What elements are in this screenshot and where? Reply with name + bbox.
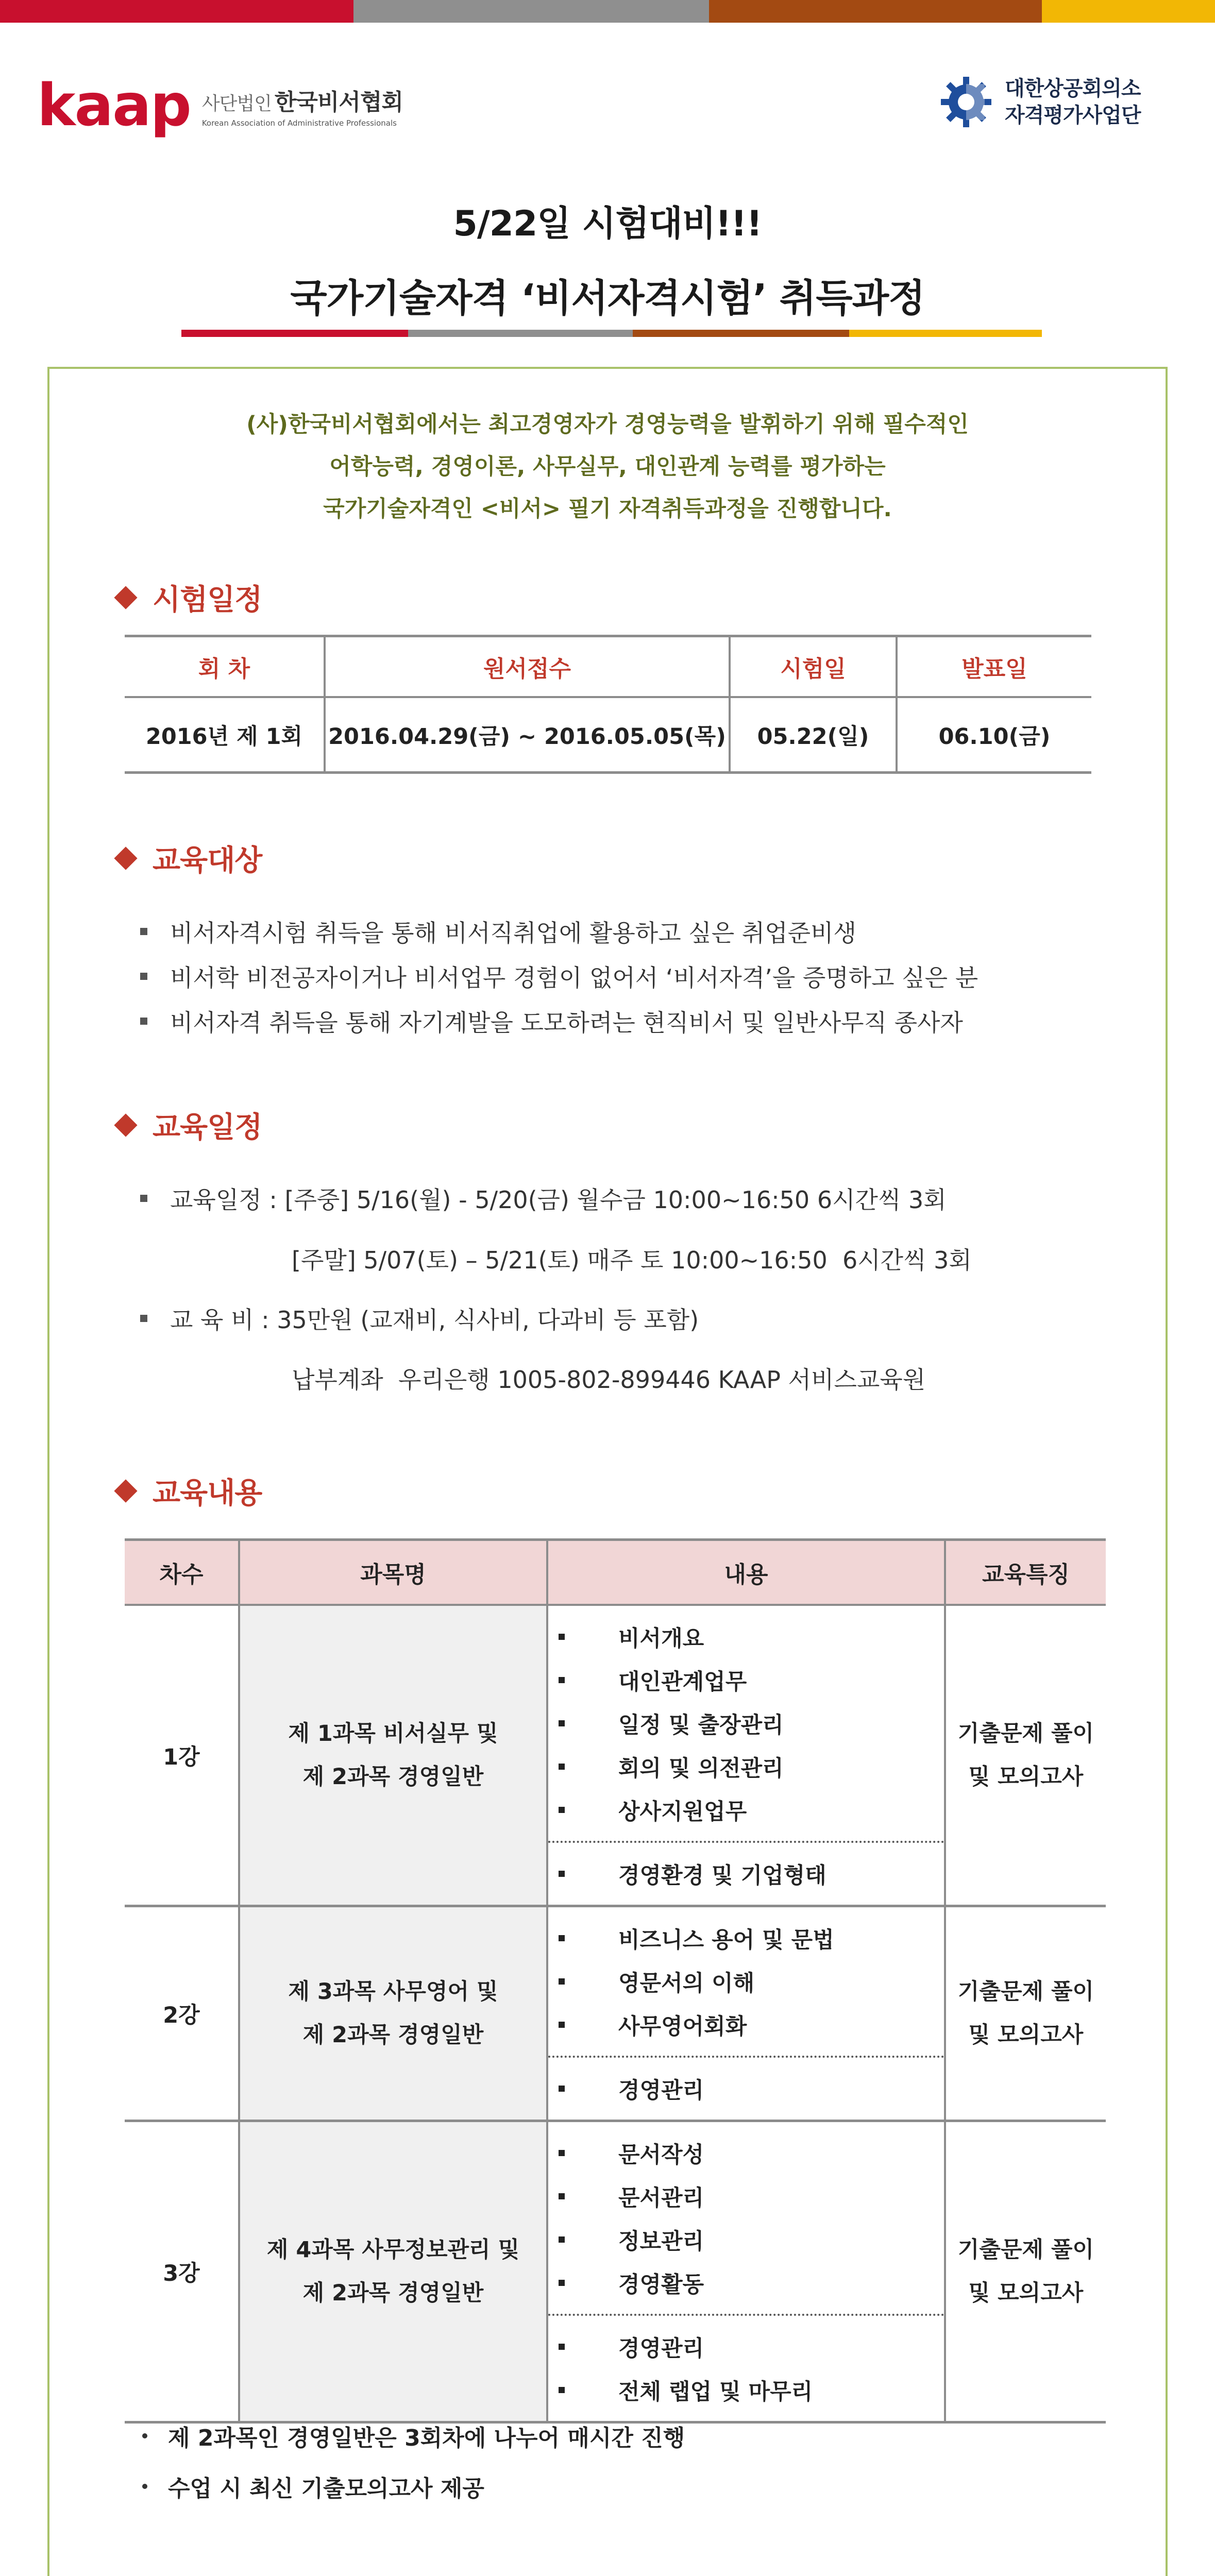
dot-bullet-icon — [142, 2433, 147, 2438]
edu-account-line: 납부계좌 우리은행 1005-802-899446 KAAP 서비스교육원 — [292, 1366, 926, 1394]
header-round: 회 차 — [125, 636, 325, 698]
top-bar-gray — [353, 0, 709, 23]
title-bar-gray — [408, 330, 633, 337]
feature-line: 기출문제 풀이 — [957, 1721, 1094, 1747]
kaap-org-english: Korean Association of Administrative Professionals — [201, 118, 397, 128]
list-item: 일정 및 출장관리 — [548, 1702, 944, 1745]
feature-cell — [945, 1605, 1106, 1906]
list-item: 전체 랩업 및 마무리 — [548, 2368, 944, 2412]
feature-line: 및 모의고사 — [968, 2280, 1084, 2306]
subject-line: 제 2과목 경영일반 — [302, 1764, 484, 1790]
list-item: 문서관리 — [548, 2175, 944, 2218]
content-cell — [547, 2121, 945, 2422]
kcci-org-line1: 대한상공회의소 — [1005, 77, 1141, 100]
title-exam-date: 5/22일 시험대비!!! — [453, 204, 762, 244]
square-bullet-icon — [559, 1871, 565, 1877]
square-bullet-icon — [559, 2086, 565, 2092]
feature-line: 및 모의고사 — [968, 1764, 1084, 1790]
subject-line: 제 1과목 비서실무 및 — [288, 1721, 498, 1747]
edu-fee-line: 교 육 비 : 35만원 (교재비, 식사비, 다과비 등 포함) — [140, 1301, 699, 1335]
title-underline-bar — [181, 330, 1042, 337]
subject-line: 제 4과목 사무정보관리 및 — [266, 2237, 520, 2263]
section-edu-schedule — [117, 1105, 262, 1146]
title-bar-red — [181, 330, 408, 337]
edu-content-table — [125, 1538, 1106, 2424]
square-bullet-icon — [559, 1720, 565, 1726]
header-exam-date: 시험일 — [730, 636, 897, 698]
list-item: 회의 및 의전관리 — [548, 1745, 944, 1788]
target-item: 비서학 비전공자이거나 비서업무 경험이 없어서 ‘비서자격’을 증명하고 싶은 분 — [140, 959, 978, 993]
cell-announcement: 06.10(금) — [897, 697, 1091, 773]
list-item: 정보관리 — [548, 2218, 944, 2261]
kcci-logo — [938, 71, 1140, 133]
note-item: 수업 시 최신 기출모의고사 제공 — [142, 2470, 484, 2503]
header-application: 원서접수 — [325, 636, 730, 698]
header-content: 내용 — [547, 1540, 945, 1605]
section-title: 교육일정 — [153, 1111, 262, 1144]
edu-schedule-line-2: [주말] 5/07(토) – 5/21(토) 매주 토 10:00~16:50 6시간씩 3회 — [292, 1246, 972, 1274]
diamond-icon — [114, 846, 137, 870]
cell-application: 2016.04.29(금) ~ 2016.05.05(목) — [325, 697, 730, 773]
session-no: 3강 — [125, 2121, 239, 2422]
section-edu-content — [117, 1470, 262, 1512]
list-item: 사무영어회화 — [548, 2003, 944, 2046]
top-color-bar — [0, 0, 1215, 23]
section-target — [117, 838, 262, 879]
list-item: 비서개요 — [548, 1615, 944, 1658]
title-course: 국가기술자격 ‘비서자격시험’ 취득과정 — [290, 276, 925, 320]
square-bullet-icon — [559, 2387, 565, 2393]
gear-icon — [938, 74, 994, 130]
content-cell — [547, 1906, 945, 2121]
cell-round: 2016년 제 1회 — [125, 697, 325, 773]
square-bullet-icon — [140, 973, 147, 980]
list-item: 비즈니스 용어 및 문법 — [548, 1917, 944, 1960]
table-row — [125, 1906, 1106, 2121]
square-bullet-icon — [559, 1807, 565, 1813]
square-bullet-icon — [559, 2280, 565, 2286]
list-item: 경영관리 — [548, 2067, 944, 2110]
list-item: 경영활동 — [548, 2261, 944, 2304]
cell-exam-date: 05.22(일) — [730, 697, 897, 773]
square-bullet-icon — [559, 1764, 565, 1770]
session-no: 1강 — [125, 1605, 239, 1906]
list-item: 문서작성 — [548, 2131, 944, 2175]
section-title: 교육대상 — [153, 844, 262, 877]
feature-line: 기출문제 풀이 — [957, 1979, 1094, 2005]
square-bullet-icon — [559, 2193, 565, 2199]
square-bullet-icon — [559, 1978, 565, 1985]
kcci-org-line2: 자격평가사업단 — [1005, 104, 1141, 127]
top-bar-red — [0, 0, 353, 23]
subject-line: 제 2과목 경영일반 — [302, 2022, 484, 2048]
section-title: 교육내용 — [153, 1477, 262, 1510]
square-bullet-icon — [140, 928, 147, 935]
top-bar-yellow — [1042, 0, 1215, 23]
feature-cell — [945, 2121, 1106, 2422]
title-bar-brown — [633, 330, 849, 337]
subject-cell — [239, 1906, 547, 2121]
square-bullet-icon — [559, 2022, 565, 2028]
section-exam-schedule — [117, 577, 262, 618]
subject-cell — [239, 1605, 547, 1906]
intro-line-1: (사)한국비서협회에서는 최고경영자가 경영능력을 발휘하기 위해 필수적인 — [246, 412, 969, 437]
square-bullet-icon — [559, 1677, 565, 1683]
header-feature: 교육특징 — [945, 1540, 1106, 1605]
subject-line: 제 3과목 사무영어 및 — [288, 1979, 498, 2005]
square-bullet-icon — [559, 2344, 565, 2350]
intro-line-3: 국가기술자격인 <비서> 필기 자격취득과정을 진행합니다. — [323, 496, 892, 522]
target-item: 비서자격 취득을 통해 자기계발을 도모하려는 현직비서 및 일반사무직 종사자 — [140, 1004, 963, 1038]
square-bullet-icon — [559, 2236, 565, 2243]
subject-cell — [239, 2121, 547, 2422]
diamond-icon — [114, 586, 137, 609]
top-bar-brown — [709, 0, 1042, 23]
square-bullet-icon — [140, 1195, 147, 1202]
diamond-icon — [114, 1113, 137, 1137]
square-bullet-icon — [559, 2150, 565, 2156]
edu-schedule-line-1: 교육일정 : [주중] 5/16(월) - 5/20(금) 월수금 10:00~16:50 6시간씩 3회 — [140, 1181, 947, 1215]
list-item: 상사지원업무 — [548, 1788, 944, 1832]
table-row — [125, 2121, 1106, 2422]
section-title: 시험일정 — [153, 583, 262, 617]
list-item: 영문서의 이해 — [548, 1960, 944, 2003]
list-item: 경영관리 — [548, 2325, 944, 2368]
dot-bullet-icon — [142, 2484, 147, 2489]
square-bullet-icon — [140, 1315, 147, 1322]
content-cell — [547, 1605, 945, 1906]
list-item: 대인관계업무 — [548, 1658, 944, 1702]
square-bullet-icon — [140, 1018, 147, 1025]
square-bullet-icon — [559, 1634, 565, 1640]
diamond-icon — [114, 1479, 137, 1502]
square-bullet-icon — [559, 1935, 565, 1941]
title-bar-yellow — [849, 330, 1042, 337]
intro-line-2: 어학능력, 경영이론, 사무실무, 대인관계 능력를 평가하는 — [329, 454, 886, 480]
target-item: 비서자격시험 취득을 통해 비서직취업에 활용하고 싶은 취업준비생 — [140, 914, 856, 948]
kaap-logo-text: kaap — [37, 72, 191, 139]
kaap-logo — [37, 72, 403, 139]
feature-line: 기출문제 풀이 — [957, 2237, 1094, 2263]
header-session: 차수 — [125, 1540, 239, 1605]
table-row — [125, 1605, 1106, 1906]
exam-schedule-table — [125, 635, 1091, 774]
header-announcement: 발표일 — [897, 636, 1091, 698]
subject-line: 제 2과목 경영일반 — [302, 2280, 484, 2306]
kaap-org-name: 사단법인 한국비서협회 — [201, 89, 403, 115]
session-no: 2강 — [125, 1906, 239, 2121]
note-item: 제 2과목인 경영일반은 3회차에 나누어 매시간 진행 — [142, 2419, 685, 2452]
list-item: 경영환경 및 기업형태 — [548, 1852, 944, 1895]
feature-cell — [945, 1906, 1106, 2121]
feature-line: 및 모의고사 — [968, 2022, 1084, 2048]
header-subject: 과목명 — [239, 1540, 547, 1605]
